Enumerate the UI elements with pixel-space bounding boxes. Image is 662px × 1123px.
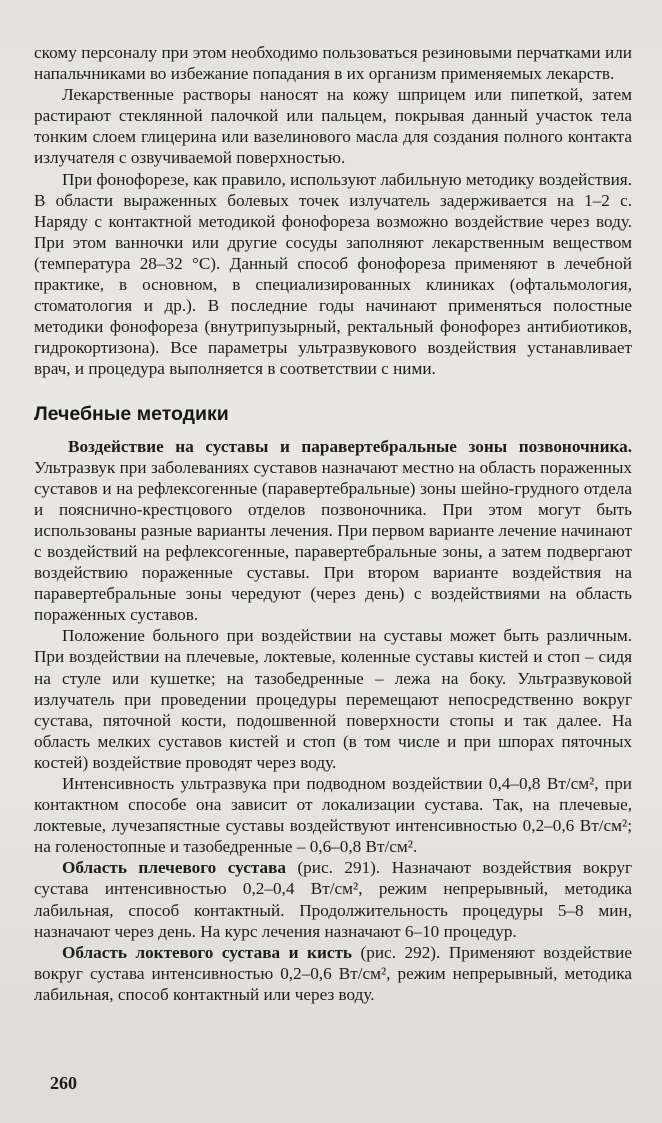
paragraph-patient-position: Положение больного при воздействии на суставы может быть различным. При воздействии на плечевые, локтевые, коленные суставы кистей и стоп – сидя на стуле или кушетке; на тазобедренные – лежа на боку. Ультразвуковой излучатель при проведении процедуры перемещают непосредственно вокруг сустава, пяточной кости, подошвенной поверхности стопы и так далее. На область мелких суставов кистей и стоп (в том числе и при шпорах пяточных костей) воздействие проводят через воду. xyxy=(34,626,632,772)
elbow-text: (рис. 292). Применяют воздействие вокруг сустава интенсивностью 0,2–0,6 Вт/см², режим непрерывный, методика лабильная, способ контактный или через воду. xyxy=(34,942,632,1004)
joints-intro-text: Ультразвук при заболеваниях суставов назначают местно на область пораженных суставов и на рефлексогенные (паравертебральные) зоны шейно-грудного отдела и пояснично-крестцового отделов позвоночника. При этом могут быть использованы разные варианты лечения. При первом варианте лечение начинают с воздействий на рефлексогенные, паравертебральные зоны, а затем подвергают воздействию пораженные суставы. При втором варианте воздействия на паравертебральные зоны чередуют (через день) с воздействиями на область пораженных суставов. xyxy=(34,457,632,625)
paragraph-elbow xyxy=(34,942,632,1005)
section-heading: Лечебные методики xyxy=(34,402,229,425)
paragraph-joints-intro xyxy=(34,436,632,626)
paragraph-continuation: скому персоналу при этом необходимо пользоваться резиновыми перчатками или напальчниками во избежание попадания в их организм применяемых лекарств. xyxy=(34,43,632,84)
elbow-bold: Область локтевого сустава и кисть xyxy=(62,942,353,962)
page-text xyxy=(34,42,632,1005)
paragraph-phonophoresis: При фонофорезе, как правило, используют лабильную методику воздействия. В области выраженных болевых точек излучатель задерживается на 1–2 с. Наряду с контактной методикой фонофореза возможно воздействие через воду. При этом ванночки или другие сосуды заполняют лекарственным веществом (температура 28–32 °С). Данный способ фонофореза применяют в лечебной практике, в основном, в специализированных клиниках (офтальмология, стоматология и др.). В последние годы начинают применяться полостные методики фонофореза (внутрипузырный, ректальный фонофорез антибиотиков, гидрокортизона). Все параметры ультразвукового воздействия устанавливает врач, и процедура выполняется в соответствии с ними. xyxy=(34,169,632,379)
paragraph-medicinal-solutions: Лекарственные растворы наносят на кожу шприцем или пипеткой, затем растирают стеклянной палочкой или пальцем, покрывая данный участок тела тонким слоем глицерина или вазелинового масла для создания полного контакта излучателя с озвучиваемой поверхностью. xyxy=(34,85,632,168)
paragraph-shoulder xyxy=(34,857,632,941)
shoulder-bold: Область плечевого сустава xyxy=(62,858,286,878)
paragraph-intensity: Интенсивность ультразвука при подводном воздействии 0,4–0,8 Вт/см², при контактном способе она зависит от локализации сустава. Так, на плечевые, локтевые, лучезапястные суставы воздействуют интенсивностью 0,2–0,6 Вт/см²; на голеностопные и тазобедренные – 0,6–0,8 Вт/см². xyxy=(34,774,632,857)
joints-intro-bold: Воздействие на суставы и паравертебральные зоны позвоночника. xyxy=(68,436,632,456)
page-number: 260 xyxy=(50,1073,77,1093)
shoulder-text: (рис. 291). Назначают воздействия вокруг сустава интенсивностью 0,2–0,4 Вт/см², режим непрерывный, методика лабильная, способ контактный. Продолжительность процедуры 5–8 мин, назначают через день. На курс лечения назначают 6–10 процедур. xyxy=(34,858,633,941)
